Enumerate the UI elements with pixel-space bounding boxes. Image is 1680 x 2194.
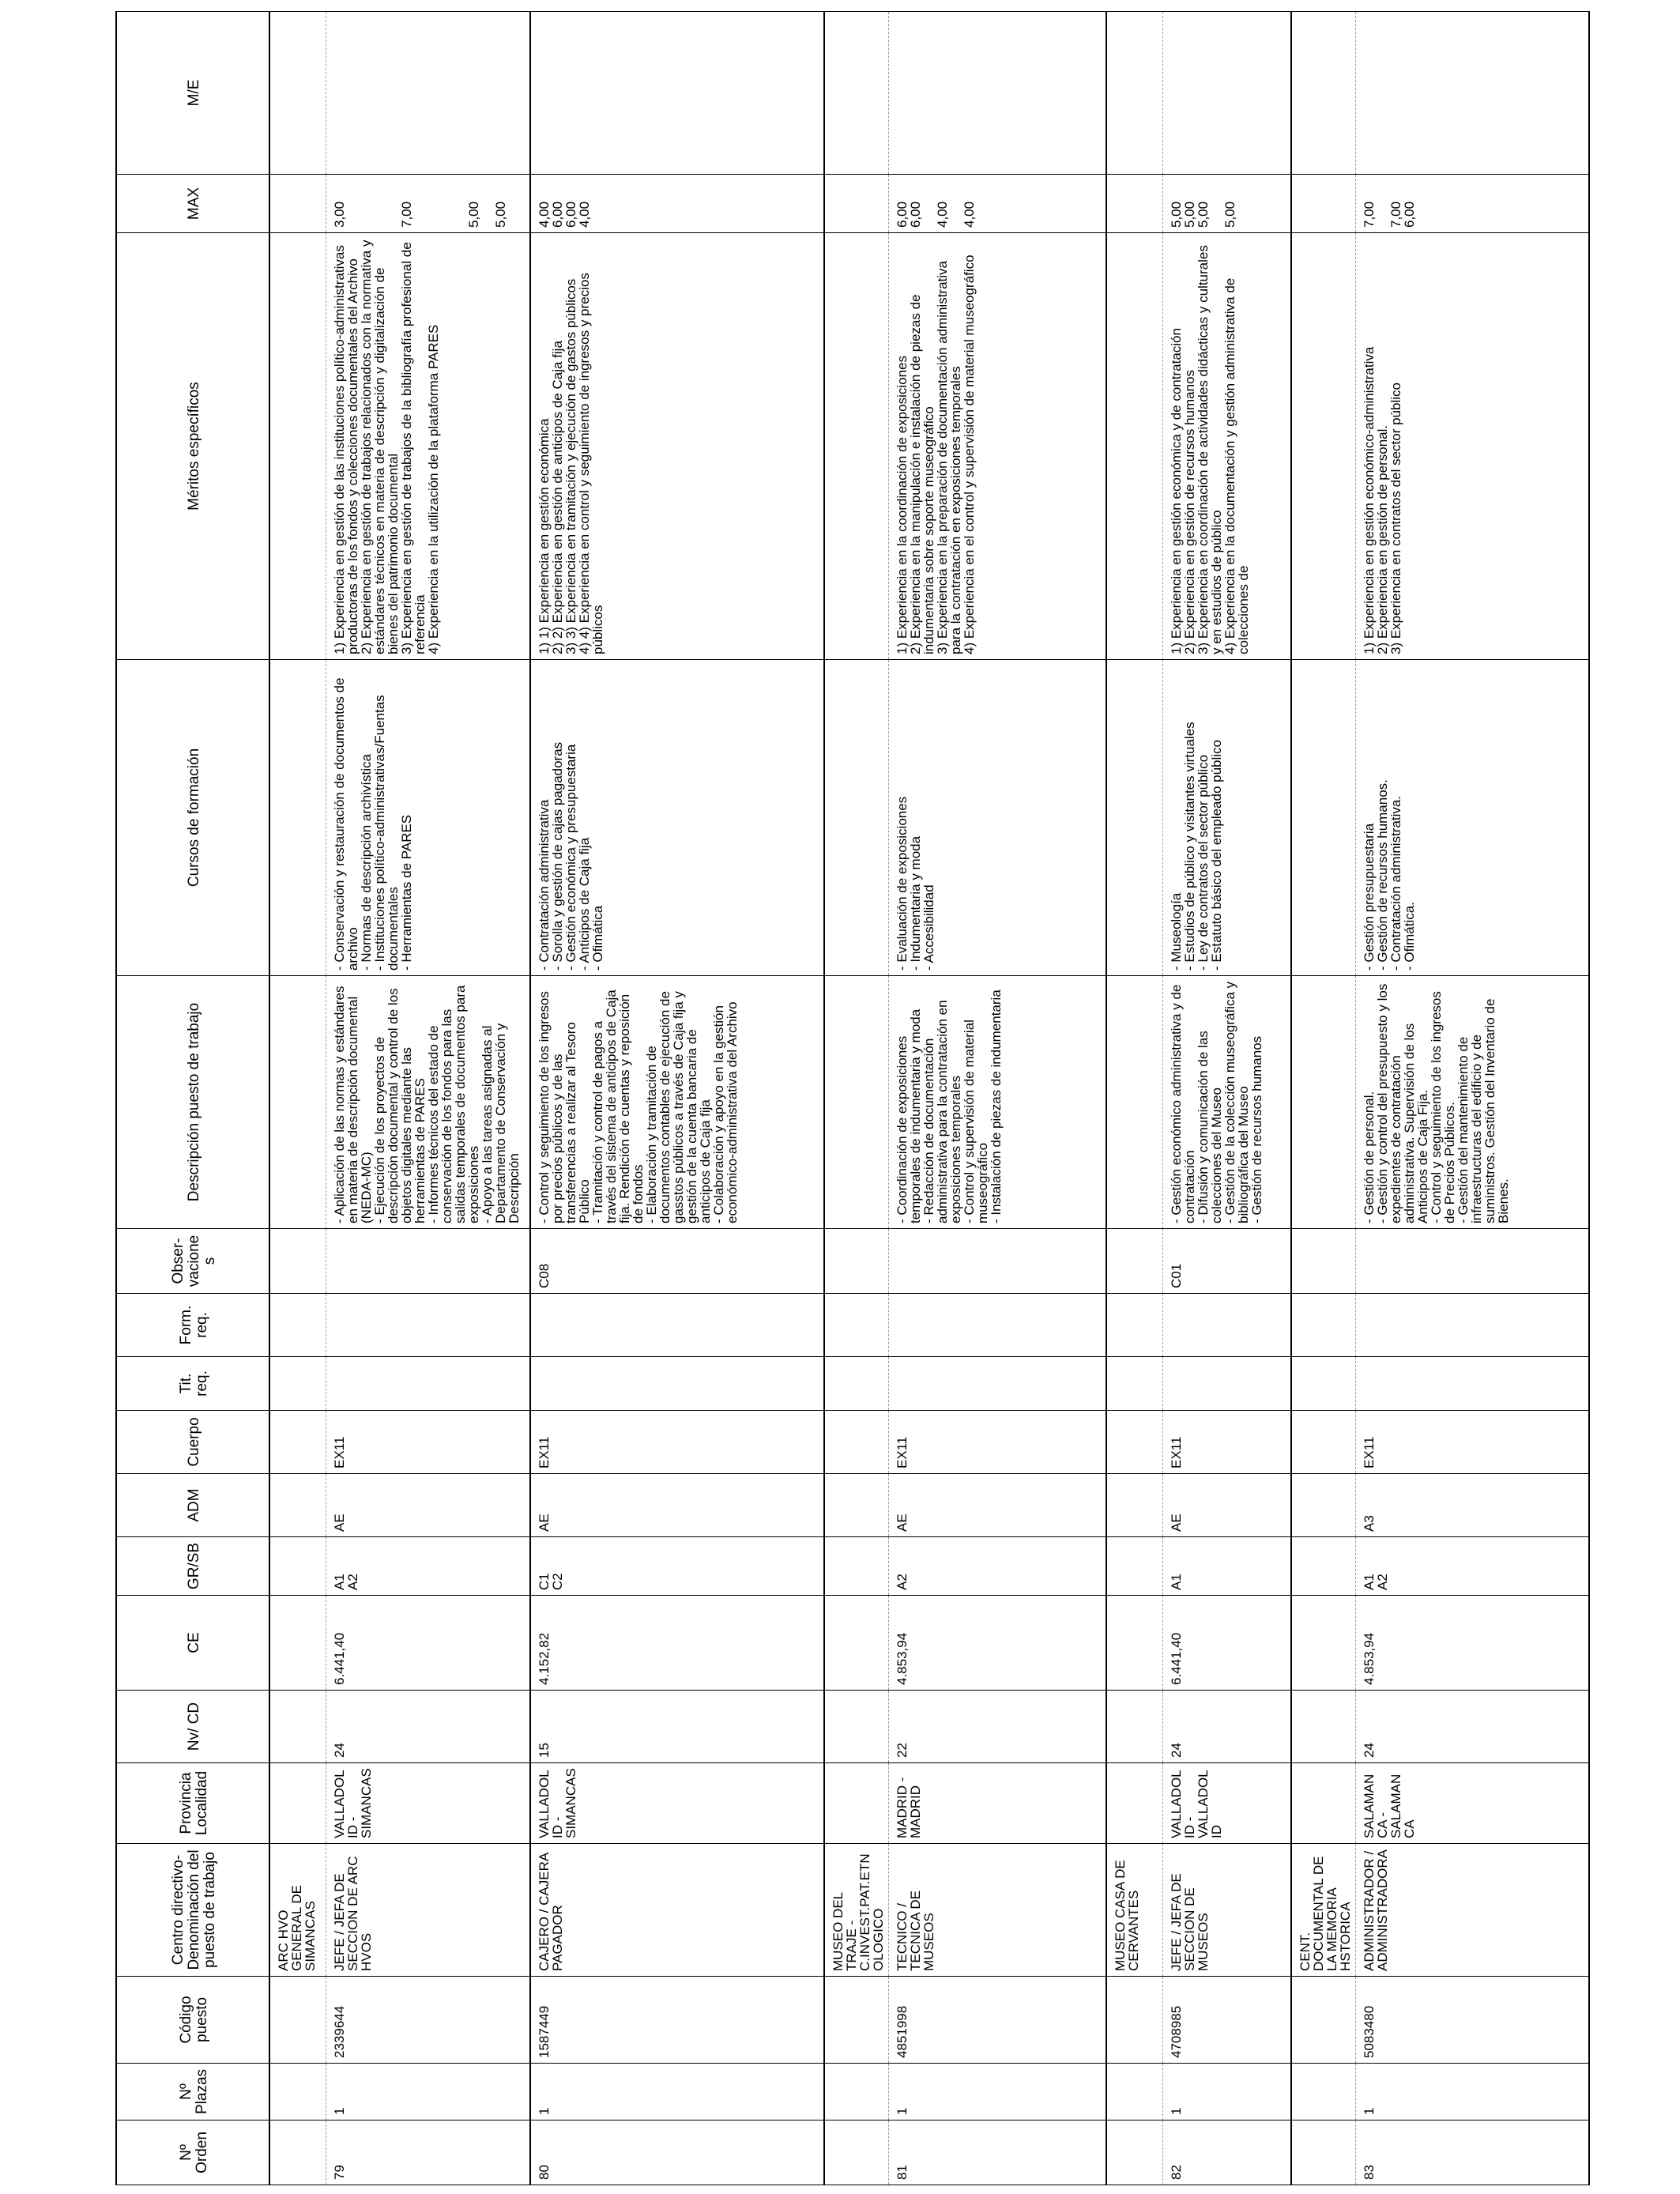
codigo-cell: 5083480 — [1355, 1977, 1589, 2064]
tit-cell — [1163, 1357, 1291, 1411]
nivel-cell: 24 — [326, 1691, 530, 1763]
cuerpo-cell: EX11 — [530, 1411, 824, 1474]
header-plazas: Nº Plazas — [116, 2064, 269, 2120]
obs-cell: C01 — [1163, 1229, 1291, 1294]
provincia-cell: MADRID - MADRID — [888, 1763, 1106, 1844]
ce-cell: 6.441,40 — [326, 1596, 530, 1691]
descripcion-cell: - Aplicación de las normas y estándares en materia de descripción documental (NEDA-MC) - Ejecución de los proyectos de descripción documental y control de los objetos digitales mediante las herramientas de PARES - Informes técnicos del estado de conservación de los fondos para las salidas temporales de documentos para exposiciones - Apoyo a las tareas asignadas al Departamento de Conservación y Descripción — [326, 976, 530, 1229]
nivel-cell: 24 — [1163, 1691, 1291, 1763]
descripcion-cell: - Gestión de personal. - Gestión y control del presupuesto y los expedientes de contratación administrativa. Supervisión de los Anticipos de Caja Fija. - Control y seguimiento de los ingresos de Precios Públicos. - Gestión del mantenimiento de infraestructuras del edificio y de suministros. Gestión del Inventario de Bienes. — [1355, 976, 1589, 1229]
codigo-cell: 4708985 — [1163, 1977, 1291, 2064]
department-name: MUSEO CASA DE CERVANTES — [1106, 1844, 1163, 1977]
provincia-cell: VALLADOLID - VALLADOLID — [1163, 1763, 1291, 1844]
form-cell — [530, 1294, 824, 1357]
cursos-cell: - Conservación y restauración de documentos de archivo - Normas de descripción archivística - Instituciones político-administrativas/Fuentas documentales - Herramientas de PARES — [326, 660, 530, 976]
table-row — [530, 12, 824, 2185]
me-cell — [530, 12, 824, 175]
table-row — [1163, 12, 1291, 2185]
obs-cell — [326, 1229, 530, 1294]
plazas-cell: 1 — [1355, 2064, 1589, 2120]
cuerpo-cell: EX11 — [1163, 1411, 1291, 1474]
job-positions-table — [115, 11, 1590, 2185]
max-cell: 4,00 6,00 6,00 4,00 — [530, 175, 824, 233]
form-cell — [1355, 1294, 1589, 1357]
ce-cell: 6.441,40 — [1163, 1596, 1291, 1691]
dept-row — [1106, 12, 1163, 2185]
table-row — [1355, 12, 1589, 2185]
dept-row — [1291, 12, 1356, 2185]
max-cell: 7,00 7,00 6,00 — [1355, 175, 1589, 233]
codigo-cell: 4851998 — [888, 1977, 1106, 2064]
cuerpo-cell: EX11 — [1355, 1411, 1589, 1474]
descripcion-cell: - Coordinación de exposiciones temporales de indumentaria y moda - Redacción de documentación administrativa para la contratación en exposiciones temporales - Control y supervisión de material museográfico - Instalación de piezas de indumentaria — [888, 976, 1106, 1229]
me-cell — [326, 12, 530, 175]
department-name: CENT. DOCUMENTAL DE LA MEMORIA HSTORICA — [1291, 1844, 1356, 1977]
ce-cell: 4.853,94 — [888, 1596, 1106, 1691]
department-name: MUSEO DEL TRAJE -C.INVEST.PAT.ETNOLOGICO — [824, 1844, 889, 1977]
orden-cell: 81 — [888, 2120, 1106, 2185]
form-cell — [1163, 1294, 1291, 1357]
obs-cell — [1355, 1229, 1589, 1294]
dept-row — [824, 12, 889, 2185]
max-cell: 3,00 7,00 5,00 5,00 — [326, 175, 530, 233]
nivel-cell: 22 — [888, 1691, 1106, 1763]
provincia-cell: VALLADOLID - SIMANCAS — [530, 1763, 824, 1844]
plazas-cell: 1 — [888, 2064, 1106, 2120]
form-cell — [888, 1294, 1106, 1357]
codigo-cell: 2339644 — [326, 1977, 530, 2064]
table-row — [888, 12, 1106, 2185]
grsb-cell: C1 C2 — [530, 1537, 824, 1596]
header-meritos: Méritos específicos — [116, 233, 269, 660]
ce-cell: 4.152,82 — [530, 1596, 824, 1691]
max-cell: 6,00 6,00 4,00 4,00 — [888, 175, 1106, 233]
meritos-cell: 1) Experiencia en gestión de las instituciones político-administrativas productoras de los fondos y colecciones documentales del Archivo 2) Experiencia en gestión de trabajos relacionados con la normativa y estándares técnicos en materia de descripción y digitalización de bienes del patrimonio documental 3) Experiencia en gestión de trabajos de la bibliografía profesional de referencia 4) Experiencia en la utilización de la plataforma PARES — [326, 233, 530, 660]
plazas-cell: 1 — [1163, 2064, 1291, 2120]
header-ce: CE — [116, 1596, 269, 1691]
provincia-cell: VALLADOLID - SIMANCAS — [326, 1763, 530, 1844]
header-codigo: Código puesto — [116, 1977, 269, 2064]
header-cuerpo: Cuerpo — [116, 1411, 269, 1474]
cuerpo-cell: EX11 — [888, 1411, 1106, 1474]
tit-cell — [1355, 1357, 1589, 1411]
adm-cell: AE — [1163, 1474, 1291, 1537]
meritos-cell: 1) Experiencia en gestión económica y de contratación 2) Experiencia en gestión de recursos humanos 3) Experiencia en coordinación de actividades didácticas y culturales y en estudios de público 4) Experiencia en la documentación y gestión administrativa de colecciones de — [1163, 233, 1291, 660]
descripcion-cell: - Gestión económico administrativa y de contratación - Difusión y comunicación de las colecciones del Museo - Gestión de la colección museográfica y bibliográfica del Museo - Gestión de recursos humanos — [1163, 976, 1291, 1229]
grsb-cell: A2 — [888, 1537, 1106, 1596]
rotated-page — [115, 12, 1561, 2185]
orden-cell: 83 — [1355, 2120, 1589, 2185]
me-cell — [1163, 12, 1291, 175]
header-centro: Centro directivo- Denominación del puesto de trabajo — [116, 1844, 269, 1977]
tit-cell — [326, 1357, 530, 1411]
header-row — [116, 12, 269, 2185]
header-grsb: GR/SB — [116, 1537, 269, 1596]
cursos-cell: - Contratación administrativa - Sorolla y gestión de cajas pagadoras - Gestión económica y presupuestaria - Anticipos de Caja fija - Ofimática — [530, 660, 824, 976]
me-cell — [888, 12, 1106, 175]
adm-cell: A3 — [1355, 1474, 1589, 1537]
table-row — [326, 12, 530, 2185]
descripcion-cell: - Control y seguimiento de los ingresos por precios públicos y de las transferencias a realizar al Tesoro Público - Tramitación y control de pagos a través del sistema de anticipos de Caja fija. Rendición de cuentas y reposición de fondos - Elaboración y tramitación de documentos contables de ejecución de gasstos públicos a través de Caja fija y gestión de la cuenta bancaria de anticipos de Caja fija - Colaboración y apoyo en la gestión económico-administrativa del Archivo — [530, 976, 824, 1229]
header-tit: Tit. req. — [116, 1357, 269, 1411]
cursos-cell: - Museología - Estudios de público y visitantes virtuales - Ley de contratos del sector público - Estatuto básico del empleado público — [1163, 660, 1291, 976]
plazas-cell: 1 — [530, 2064, 824, 2120]
tit-cell — [530, 1357, 824, 1411]
centro-cell: CAJERO / CAJERA PAGADOR — [530, 1844, 824, 1977]
header-descripcion: Descripción puesto de trabajo — [116, 976, 269, 1229]
obs-cell — [888, 1229, 1106, 1294]
adm-cell: AE — [326, 1474, 530, 1537]
max-cell: 5,00 5,00 5,00 5,00 — [1163, 175, 1291, 233]
ce-cell: 4.853,94 — [1355, 1596, 1589, 1691]
adm-cell: AE — [530, 1474, 824, 1537]
cuerpo-cell: EX11 — [326, 1411, 530, 1474]
department-name: ARC HVO GENERAL DE SIMANCAS — [269, 1844, 326, 1977]
codigo-cell: 1587449 — [530, 1977, 824, 2064]
plazas-cell: 1 — [326, 2064, 530, 2120]
header-form: Form. req. — [116, 1294, 269, 1357]
grsb-cell: A1 — [1163, 1537, 1291, 1596]
me-cell — [1355, 12, 1589, 175]
meritos-cell: 1) Experiencia en la coordinación de exposiciones 2) Experiencia en la manipulación e instalación de piezas de indumentaria sobre soporte museográfico 3) Experiencia en la preparación de documentación administrativa para la contratación en exposiciones temporales 4) Experiencia en el control y supervisión de material museográfico — [888, 233, 1106, 660]
orden-cell: 79 — [326, 2120, 530, 2185]
header-obs: Obser- vaciones — [116, 1229, 269, 1294]
header-orden: Nº Orden — [116, 2120, 269, 2185]
centro-cell: TECNICO / TECNICA DE MUSEOS — [888, 1844, 1106, 1977]
dept-row — [269, 12, 326, 2185]
header-max: MAX — [116, 175, 269, 233]
nivel-cell: 15 — [530, 1691, 824, 1763]
header-adm: ADM — [116, 1474, 269, 1537]
tit-cell — [888, 1357, 1106, 1411]
centro-cell: JEFE / JEFA DE SECCION DE MUSEOS — [1163, 1844, 1291, 1977]
centro-cell: ADMINISTRADOR / ADMINISTRADORA — [1355, 1844, 1589, 1977]
adm-cell: AE — [888, 1474, 1106, 1537]
orden-cell: 82 — [1163, 2120, 1291, 2185]
header-nivel: Nv/ CD — [116, 1691, 269, 1763]
cursos-cell: - Gestión presupuestaria - Gestión de recursos humanos. - Contratación administrativa. - Ofimática. — [1355, 660, 1589, 976]
form-cell — [326, 1294, 530, 1357]
grsb-cell: A1 A2 — [326, 1537, 530, 1596]
orden-cell: 80 — [530, 2120, 824, 2185]
header-me: M/E — [116, 12, 269, 175]
meritos-cell: 1) Experiencia en gestión económico-administrativa 2) Experiencia en gestión de personal. 3) Experiencia en contratos del sector público — [1355, 233, 1589, 660]
obs-cell: C08 — [530, 1229, 824, 1294]
header-provincia: Provincia Localidad — [116, 1763, 269, 1844]
provincia-cell: SALAMANCA - SALAMANCA — [1355, 1763, 1589, 1844]
nivel-cell: 24 — [1355, 1691, 1589, 1763]
cursos-cell: - Evaluación de exposiciones - Indumentaria y moda - Accesibilidad — [888, 660, 1106, 976]
header-cursos: Cursos de formación — [116, 660, 269, 976]
centro-cell: JEFE / JEFA DE SECCION DE ARC HVOS — [326, 1844, 530, 1977]
meritos-cell: 1) 1) Experiencia en gestión económica 2) 2) Experiencia en gestión de anticipos de Caja fija 3) 3) Experiencia en tramitación y ejecución de gastos públicos 4) 4) Experiencia en control y seguimiento de ingresos y precios públicos — [530, 233, 824, 660]
grsb-cell: A1 A2 — [1355, 1537, 1589, 1596]
